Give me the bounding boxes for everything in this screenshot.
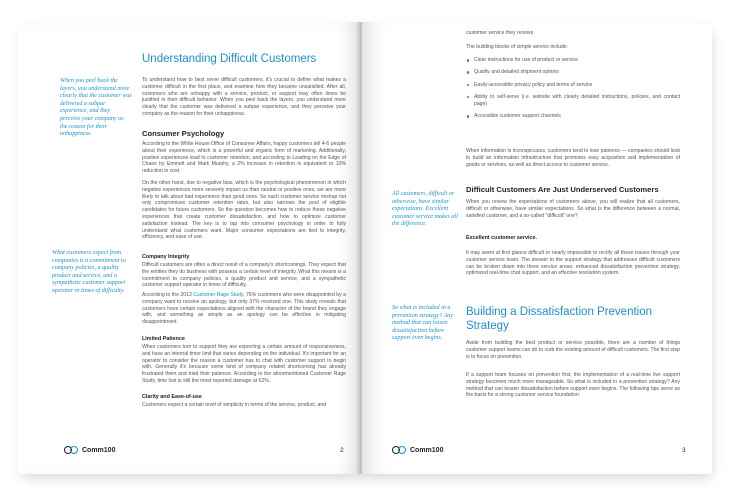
list-item: Accessible customer support channels	[466, 113, 680, 120]
section-title: Building a Dissatisfaction Prevention Strategy	[466, 306, 653, 332]
paragraph: When you review the expectations of customers above, you will realize that all customers, difficult or otherwise, have similar expectations. So what is the difference between a normal, satisfied customer, and a so-called "difficult" one?	[466, 199, 680, 219]
comm100-logo	[64, 446, 115, 455]
pull-quote: When you peel back the layers, you understand more clearly that the customer was delivered a subpar experience, and they perceive your company as the reason for their unhappiness.	[60, 78, 132, 138]
pull-quote: What customers expect from companies is a commitment to company policies, a quality product and service, and a sympathetic customer support operator in times of difficulty.	[52, 250, 126, 294]
section-heading: Difficult Customers Are Just Underserved Customers	[466, 185, 659, 194]
list-item: Easily-accessible privacy policy and terms of service	[466, 82, 680, 89]
customer-rage-study-link[interactable]: Customer Rage Study	[193, 292, 244, 298]
page-number: 2	[340, 447, 344, 454]
right-page	[362, 22, 712, 474]
paragraph: On the other hand, due to negative bias, which is the psychological phenomenon in which negative experiences more severely impact us than neutral or positive ones, we are more likely to talk about bad experience than good ones. So each customer service mishap not only compromises customer retention rates, but also narrows the pool of eligible candidates for future customers. So the question becomes how to reduce these negative experiences that create customer dissatisfaction, and how to optimize customer satisfaction instead. The key is to tap into consumer psychology in order to fully understand what customers want. Major consumer expectations are tied to integrity, efficiency, and ease of use.	[142, 180, 346, 241]
left-page	[18, 22, 360, 474]
text: , 76% customers who were disappointed by a company want to receive an apology, but only 37% received one. This study reveals that customers have certain expectations aligned with the character of the brand they engage with, and something as simple as an apology can be effective in mitigating disappointment.	[142, 292, 346, 326]
logo-icon	[392, 446, 407, 455]
logo-text: Comm100	[82, 447, 116, 454]
paragraph: It may seem at first glance difficult or nearly impossible to rectify all these issues through your customer service team. The answer to the support strategy that addresses difficult customers can be broken down into three service areas: enhanced dissatisfaction prevention strategy, optimized real-time chat support, and an effective resolution system.	[466, 250, 680, 277]
paragraph: According to the White House Office of Consumer Affairs, happy customers tell 4-6 people about their experience, which is a powerful and organic form of marketing. Additionally, positive experiences lead to customer retention, and according to Leading on the Edge of Chaos by Emmett and Mark Murphy, a 2% increase in retention is equivalent to 10% reduction in cost.	[142, 141, 346, 175]
text: According to the 2013	[142, 292, 194, 298]
subsection-heading: Limited Patience	[142, 336, 185, 342]
paragraph: If a support team focuses on prevention first, the implementation of a real-time live support strategy becomes much more manageable. So what is included in a prevention strategy? Any method that can lessen dissatisfaction before support even begins. The following tips serve as the basis for a strong customer service foundation:	[466, 372, 680, 399]
paragraph	[142, 292, 346, 326]
intro-paragraph: To understand how to best serve difficult customers, it's crucial to define what makes a customer difficult in the first place, and examine how they became unsatisfied. After all, customers who are unhappy with a service, product, or support may often times be justified in their difficult behavior. When you peel back the layers, you understand more clearly that the customer was delivered a subpar experience, and they perceive your company as the reason for their unhappiness.	[142, 77, 346, 117]
paragraph: Difficult customers are often a direct result of a company's shortcomings. They expect that the entities they do business with possess a certain level of integrity. What this means is a commitment to company policies, a quality product and service, and a sympathetic customer support operator in times of difficulty.	[142, 262, 346, 289]
paragraph: The building blocks of simple service include:	[466, 44, 568, 50]
comm100-logo	[392, 446, 443, 455]
list-item: Ability to self-serve (i.e. website with clearly detailed instructions, policies, and contact page)	[466, 94, 680, 108]
section-heading: Consumer Psychology	[142, 129, 225, 138]
logo-icon	[64, 446, 79, 455]
paragraph: Customers expect a certain level of simplicity in terms of the service, product, and	[142, 402, 327, 408]
logo-text: Comm100	[410, 447, 444, 454]
subsection-heading: Company Integrity	[142, 254, 190, 260]
subsection-heading: Excellent customer service.	[466, 235, 538, 241]
page-number: 3	[682, 447, 686, 454]
paragraph: customer service they receive.	[466, 30, 535, 36]
paragraph: When customers turn to support they are expecting a certain amount of responsiveness, and have an internal timer limit that varies depending on the individual. It's important for an operator to consider the reason a customer has to chat with customer support to begin with. Generally it's because some kind of company related shortcoming has already frustrated them and tried their patience. According to the aforementioned Customer Rage Study, time lost is still the most reported damage at 62%.	[142, 344, 346, 384]
paragraph: Aside from building the best product or service possible, there are a number of things customer support teams can do to curb the existing amount of difficult customers. The first step is to focus on prevention.	[466, 340, 680, 360]
subsection-heading: Clarity and Ease-of-use	[142, 394, 202, 400]
page-title: Understanding Difficult Customers	[142, 53, 317, 65]
pull-quote: All customers, difficult or otherwise, have similar expectations. Excellent customer service makes all the difference.	[392, 191, 458, 228]
building-blocks-list	[466, 57, 680, 125]
list-item: Quality and detailed shipment options	[466, 69, 680, 76]
pull-quote: So what is included in a prevention strategy? Any method that can lessen dissatisfaction before support even begins.	[392, 305, 453, 342]
paragraph: When information is inconspicuous, customers tend to lose patience — companies should look to build an information infrastructure that promotes easy acquisition and implementation of goods or services, as well as direct access to customer service.	[466, 148, 680, 168]
list-item: Clear instructions for use of product or service	[466, 57, 680, 64]
